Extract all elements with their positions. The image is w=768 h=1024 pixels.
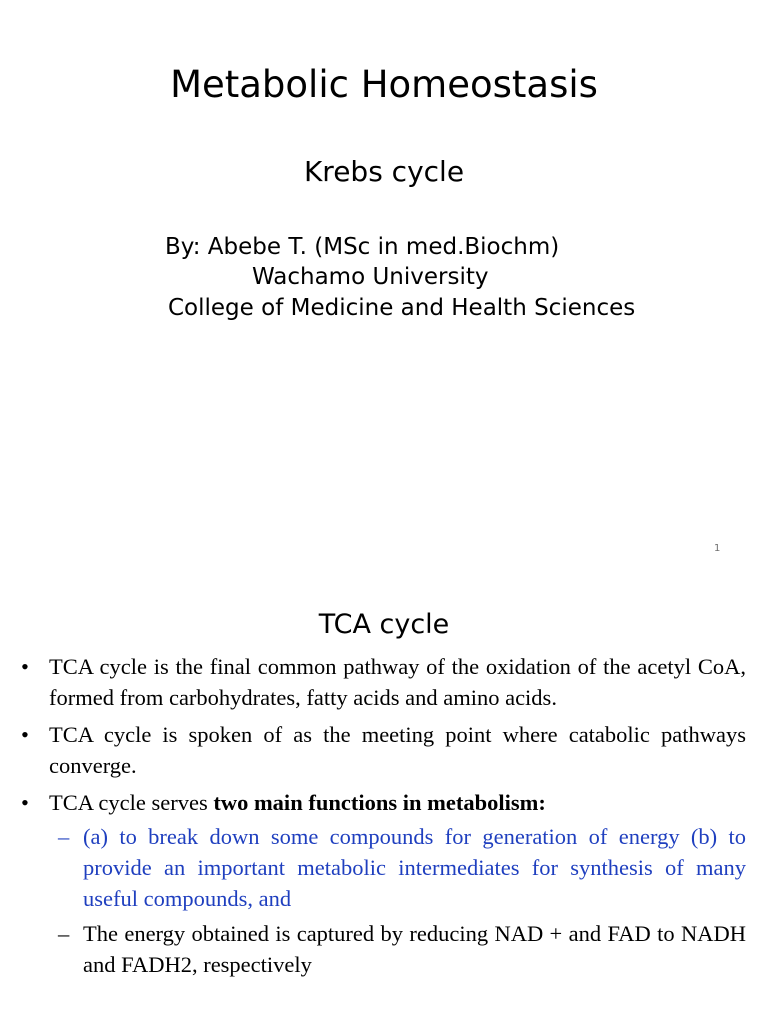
bullet-text: TCA cycle is the final common pathway of the oxidation of the acetyl CoA, formed from carbohydrates, fatty acids and amino acids. xyxy=(49,654,746,710)
author-name: By: Abebe T. (MSc in med.Biochm) xyxy=(165,234,560,260)
bullet-item xyxy=(0,787,768,818)
bullet-marker: • xyxy=(21,722,29,747)
slide-number: 1 xyxy=(714,543,721,554)
sub-bullet-marker: – xyxy=(58,921,70,946)
college-name: College of Medicine and Health Sciences xyxy=(168,295,636,321)
bullet-text: TCA cycle is spoken of as the meeting point where catabolic pathways converge. xyxy=(49,722,746,778)
sub-bullet-text: The energy obtained is captured by reducing NAD + and FAD to NADH and FADH2, respectively xyxy=(83,921,746,977)
bullet-list xyxy=(0,651,768,984)
bullet-marker: • xyxy=(21,654,29,679)
sub-bullet-text: (a) to break down some compounds for generation of energy (b) to provide an important metabolic intermediates for synthesis of many useful compounds, and xyxy=(83,824,746,911)
slide-1-title: Metabolic Homeostasis xyxy=(170,63,598,106)
bullet-bold-text: two main functions in metabolism: xyxy=(213,790,546,815)
bullet-item xyxy=(0,651,768,713)
slide-2-title: TCA cycle xyxy=(318,609,450,640)
bullet-text: TCA cycle serves xyxy=(49,790,214,815)
bullet-item xyxy=(0,719,768,781)
sub-bullet-item xyxy=(0,918,768,980)
sub-bullet-item xyxy=(0,821,768,914)
sub-bullet-marker: – xyxy=(58,824,70,849)
university-name: Wachamo University xyxy=(252,264,489,290)
slide-1-subtitle: Krebs cycle xyxy=(303,155,465,188)
bullet-marker: • xyxy=(21,790,29,815)
